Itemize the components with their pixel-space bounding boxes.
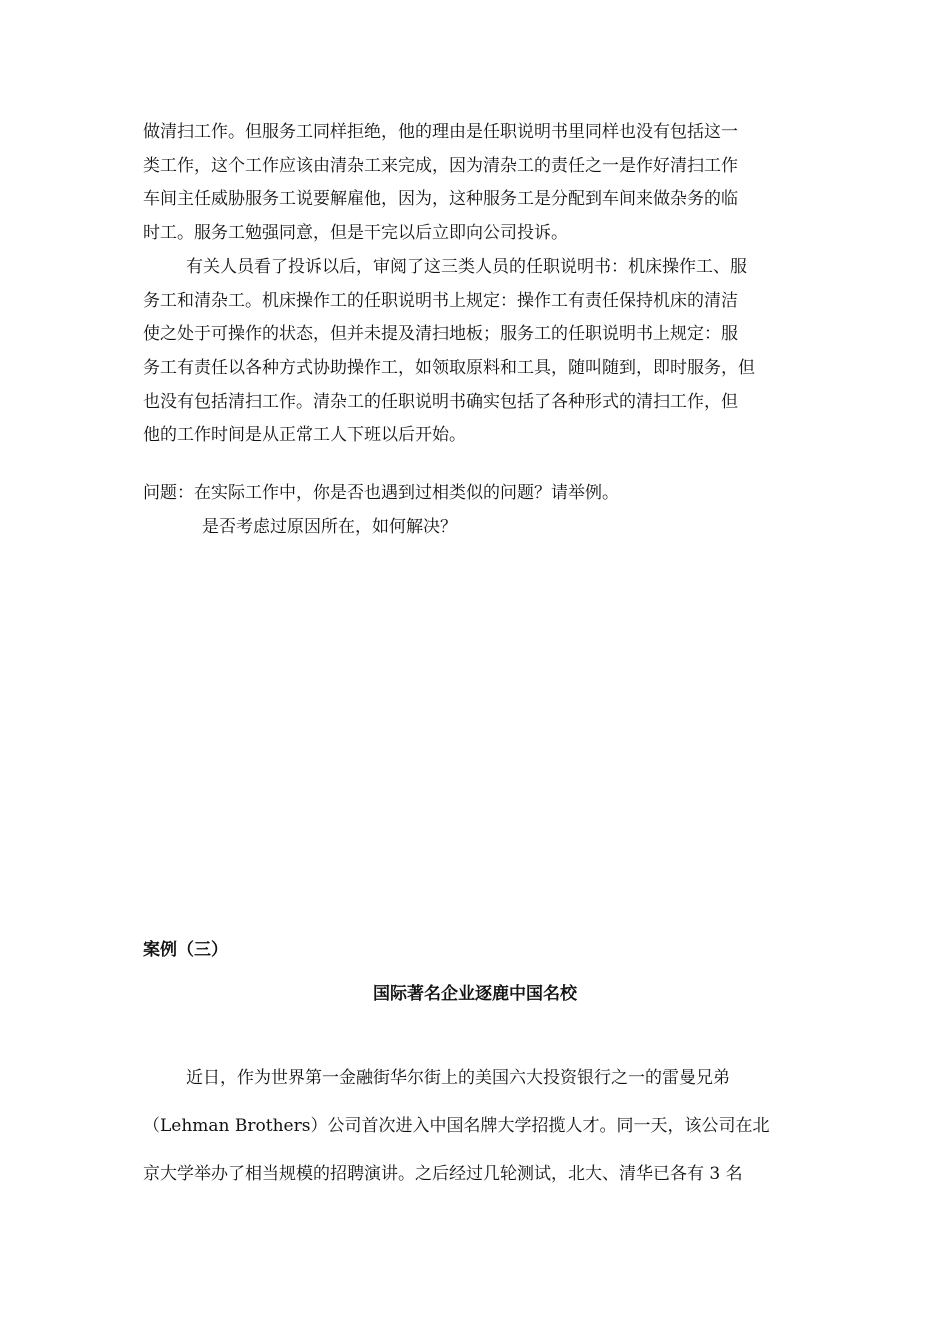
paragraph-line: 京大学举办了相当规模的招聘演讲。之后经过几轮测试，北大、清华已各有 3 名 (143, 1164, 743, 1184)
paragraph-line: 他的工作时间是从正常工人下班以后开始。 (143, 425, 466, 445)
paragraph-line: 近日，作为世界第一金融街华尔街上的美国六大投资银行之一的雷曼兄弟 (186, 1068, 730, 1088)
question-line: 是否考虑过原因所在，如何解决？ (202, 517, 457, 537)
article-title: 国际著名企业逐鹿中国名校 (373, 984, 577, 1004)
paragraph-line: （Lehman Brothers）公司首次进入中国名牌大学招揽人才。同一天，该公司在北 (143, 1116, 770, 1136)
paragraph-line: 务工有责任以各种方式协助操作工，如领取原料和工具，随叫随到，即时服务，但 (143, 358, 755, 378)
paragraph-line: 类工作，这个工作应该由清杂工来完成，因为清杂工的责任之一是作好清扫工作 (143, 156, 738, 176)
paragraph-line: 务工和清杂工。机床操作工的任职说明书上规定：操作工有责任保持机床的清洁 (143, 291, 738, 311)
question-line: 问题：在实际工作中，你是否也遇到过相类似的问题？请举例。 (143, 483, 619, 503)
case-heading: 案例（三） (143, 940, 228, 960)
paragraph-line: 时工。服务工勉强同意，但是干完以后立即向公司投诉。 (143, 223, 568, 243)
paragraph-line: 车间主任威胁服务工说要解雇他，因为，这种服务工是分配到车间来做杂务的临 (143, 189, 738, 209)
paragraph-line: 使之处于可操作的状态，但并未提及清扫地板；服务工的任职说明书上规定：服 (143, 324, 738, 344)
paragraph-line: 也没有包括清扫工作。清杂工的任职说明书确实包括了各种形式的清扫工作，但 (143, 392, 738, 412)
paragraph-line: 有关人员看了投诉以后，审阅了这三类人员的任职说明书：机床操作工、服 (186, 257, 747, 277)
paragraph-line: 做清扫工作。但服务工同样拒绝，他的理由是任职说明书里同样也没有包括这一 (143, 122, 738, 142)
